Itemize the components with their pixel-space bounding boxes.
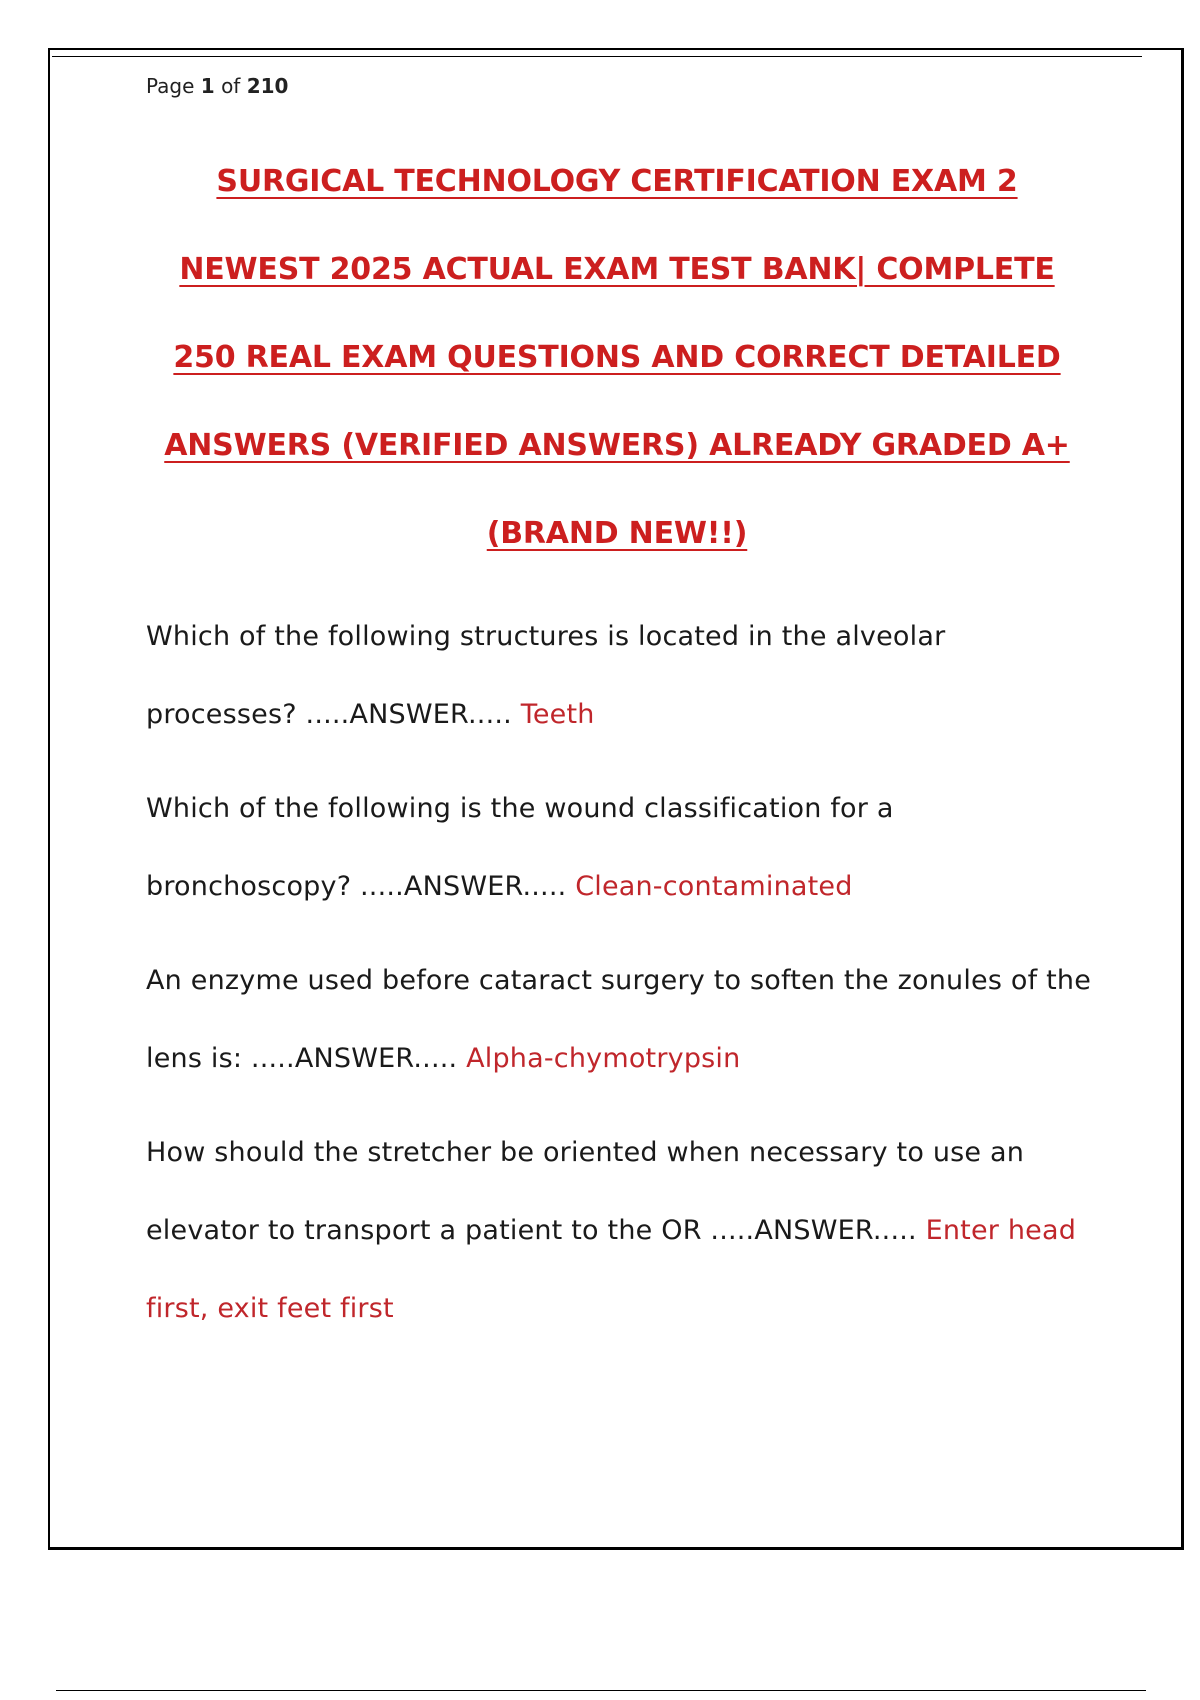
answer-text: Teeth [520, 699, 595, 730]
document-title [146, 138, 1088, 578]
question-item [146, 770, 1096, 926]
page-number: 1 [200, 74, 215, 98]
bottom-rule [56, 1690, 1146, 1691]
question-item [146, 942, 1096, 1098]
page-label: Page [146, 74, 195, 98]
top-rule [52, 56, 1142, 57]
title-line-3: 250 REAL EXAM QUESTIONS AND CORRECT DETAILED [173, 340, 1061, 375]
question-item [146, 598, 1096, 754]
title-line-2: NEWEST 2025 ACTUAL EXAM TEST BANK| COMPLETE [179, 252, 1055, 287]
total-pages: 210 [246, 74, 289, 98]
question-text: An enzyme used before cataract surgery to soften the zonules of the lens is: .....ANSWER..... [146, 965, 1092, 1074]
title-line-5: (BRAND NEW!!) [486, 516, 748, 551]
title-line-1: SURGICAL TECHNOLOGY CERTIFICATION EXAM 2 [216, 164, 1018, 199]
question-text: How should the stretcher be oriented when necessary to use an elevator to transport a patient to the OR .....ANSWER..... [146, 1137, 1025, 1246]
answer-text: Clean-contaminated [575, 871, 853, 902]
question-item [146, 1114, 1096, 1348]
question-text: Which of the following structures is located in the alveolar processes? .....ANSWER..... [146, 621, 946, 730]
question-list [146, 598, 1096, 1364]
answer-text: Alpha-chymotrypsin [466, 1043, 741, 1074]
title-line-4: ANSWERS (VERIFIED ANSWERS) ALREADY GRADED A+ [164, 428, 1070, 463]
question-text: Which of the following is the wound classification for a bronchoscopy? .....ANSWER..... [146, 793, 894, 902]
answer-text: Enter head first, exit feet first [146, 1215, 1077, 1324]
of-label: of [221, 74, 241, 98]
page-counter [146, 74, 288, 98]
